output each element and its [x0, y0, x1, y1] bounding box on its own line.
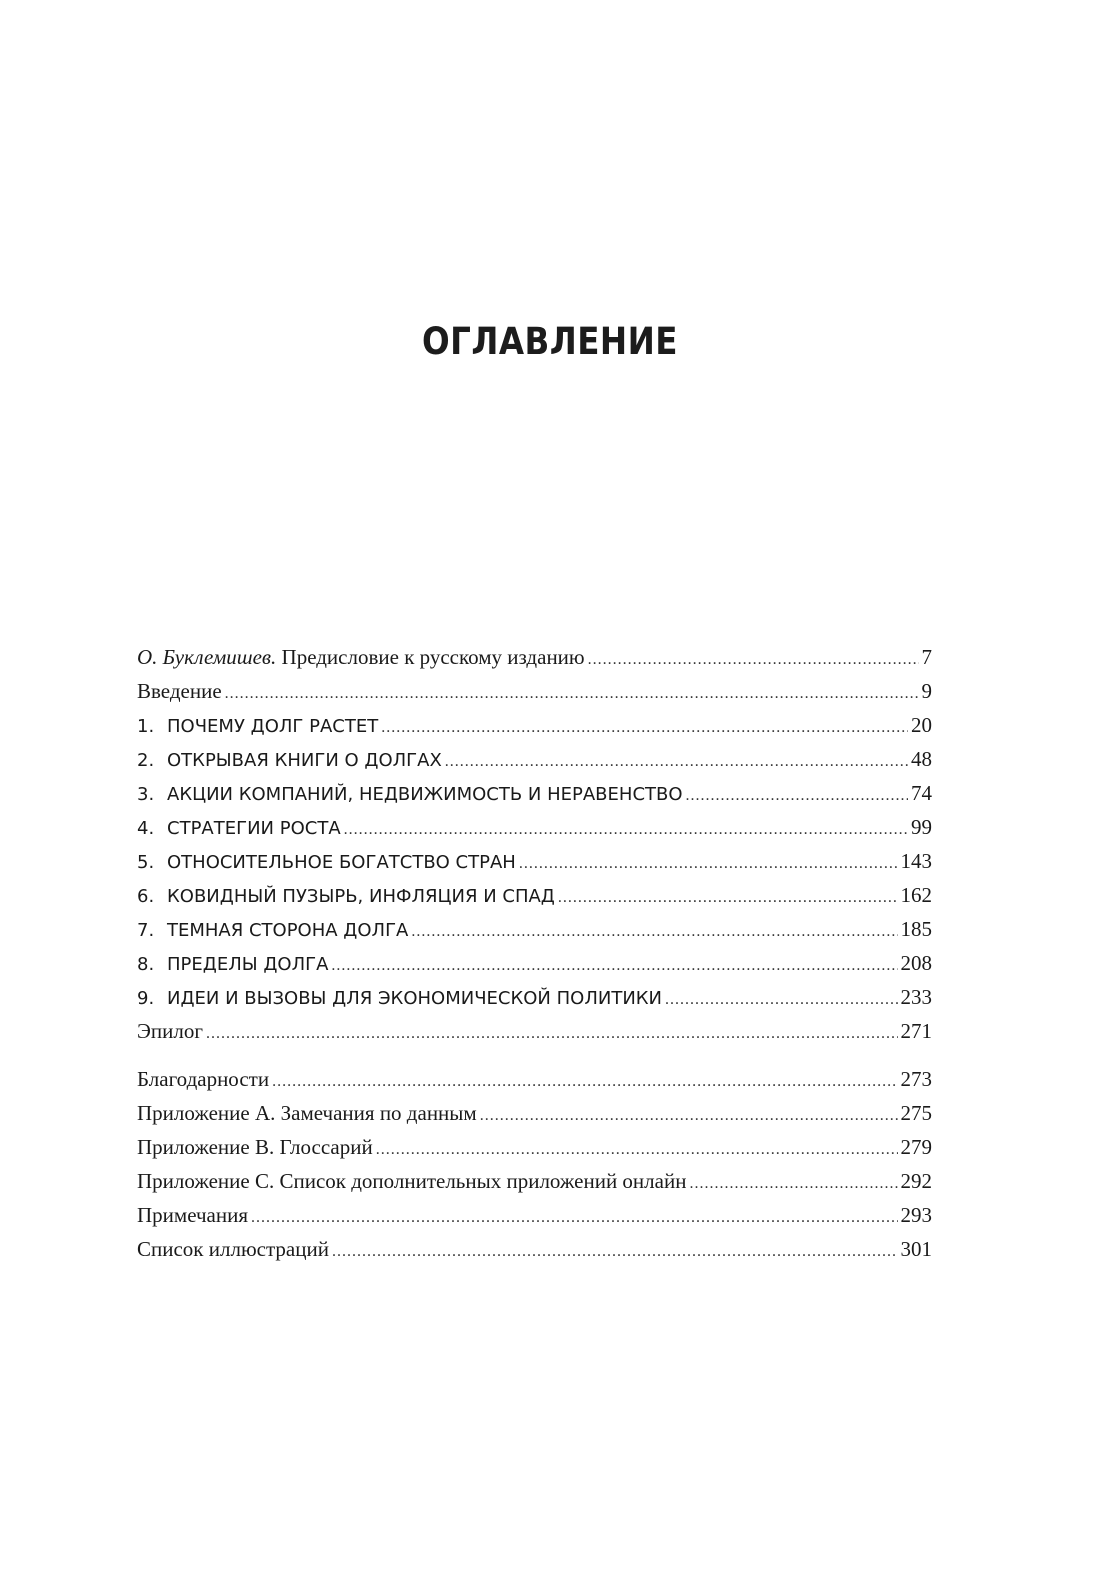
toc-entry-chapter-4[interactable] — [137, 810, 932, 844]
dot-leader — [558, 881, 898, 915]
toc-entry-page: 301 — [900, 1237, 932, 1261]
toc-entry-author: О. Буклемишев. — [137, 645, 277, 669]
toc-entry-page: 273 — [900, 1067, 932, 1091]
toc-entry-label — [137, 812, 341, 846]
toc-entry-label — [137, 880, 555, 914]
toc-entry-appendix-c[interactable] — [137, 1164, 932, 1198]
chapter-title: АКЦИИ КОМПАНИЙ, НЕДВИЖИМОСТЬ И НЕРАВЕНСТВО — [167, 784, 683, 805]
toc-entry-illustrations[interactable] — [137, 1232, 932, 1266]
toc-entry-chapter-7[interactable] — [137, 912, 932, 946]
toc-entry-label: Список иллюстраций — [137, 1237, 329, 1261]
toc-entry-page: 20 — [911, 713, 932, 737]
toc-entry-notes[interactable] — [137, 1198, 932, 1232]
toc-entry-page: 9 — [921, 679, 932, 703]
dot-leader — [445, 745, 908, 779]
chapter-title: СТРАТЕГИИ РОСТА — [167, 818, 341, 839]
dot-leader — [225, 677, 919, 711]
toc-entry-title: Предисловие к русскому изданию — [276, 645, 585, 669]
toc-entry-label: Примечания — [137, 1203, 249, 1227]
toc-entry-label: Приложение В. Глоссарий — [137, 1135, 373, 1159]
toc-entry-epilogue[interactable] — [137, 1014, 932, 1048]
toc-entry-label — [137, 640, 585, 674]
dot-leader — [480, 1099, 898, 1133]
toc-entry-chapter-8[interactable] — [137, 946, 932, 980]
toc-entry-appendix-a[interactable] — [137, 1096, 932, 1130]
toc-entry-label — [137, 982, 662, 1016]
toc-entry-label: Приложение А. Замечания по данным — [137, 1101, 477, 1125]
toc-entry-page: 143 — [900, 849, 932, 873]
page-title: ОГЛАВЛЕНИЕ — [422, 319, 678, 363]
toc-entry-page: 185 — [900, 917, 932, 941]
toc-entry-chapter-6[interactable] — [137, 878, 932, 912]
chapter-number: 8. — [137, 954, 155, 975]
dot-leader — [411, 915, 897, 949]
chapter-title: ОТНОСИТЕЛЬНОЕ БОГАТСТВО СТРАН — [167, 852, 516, 873]
dot-leader — [332, 1235, 898, 1269]
toc-entry-foreword[interactable] — [137, 640, 932, 674]
toc-entry-label: Введение — [137, 679, 222, 703]
dot-leader — [376, 1133, 898, 1167]
chapter-number: 3. — [137, 784, 155, 805]
chapter-title: ИДЕИ И ВЫЗОВЫ ДЛЯ ЭКОНОМИЧЕСКОЙ ПОЛИТИКИ — [167, 988, 663, 1009]
toc-entry-page: 7 — [921, 645, 932, 669]
toc-entry-label — [137, 914, 408, 948]
dot-leader — [206, 1017, 898, 1051]
toc-entry-page: 48 — [911, 747, 932, 771]
toc-entry-chapter-2[interactable] — [137, 742, 932, 776]
chapter-title: ОТКРЫВАЯ КНИГИ О ДОЛГАХ — [167, 750, 442, 771]
toc-entry-page: 208 — [900, 951, 932, 975]
toc-entry-acknowledgements[interactable] — [137, 1062, 932, 1096]
toc-entry-appendix-b[interactable] — [137, 1130, 932, 1164]
chapter-number: 7. — [137, 920, 155, 941]
toc-entry-label — [137, 948, 328, 982]
toc-entry-chapter-9[interactable] — [137, 980, 932, 1014]
toc-entry-label: Благодарности — [137, 1067, 270, 1091]
toc-entry-chapter-5[interactable] — [137, 844, 932, 878]
toc-entry-page: 233 — [900, 985, 932, 1009]
toc-entry-label — [137, 846, 516, 880]
toc-entry-page: 275 — [900, 1101, 932, 1125]
dot-leader — [686, 779, 908, 813]
toc-entry-page: 279 — [900, 1135, 932, 1159]
table-of-contents — [137, 640, 932, 1266]
toc-entry-intro[interactable] — [137, 674, 932, 708]
toc-entry-page: 292 — [900, 1169, 932, 1193]
toc-entry-page: 99 — [911, 815, 932, 839]
toc-entry-label: Приложение С. Список дополнительных приложений онлайн — [137, 1169, 687, 1193]
dot-leader — [331, 949, 897, 983]
toc-entry-page: 74 — [911, 781, 932, 805]
chapter-number: 2. — [137, 750, 155, 771]
toc-entry-chapter-1[interactable] — [137, 708, 932, 742]
toc-entry-page: 293 — [900, 1203, 932, 1227]
dot-leader — [381, 711, 908, 745]
chapter-number: 4. — [137, 818, 155, 839]
toc-entry-page: 271 — [900, 1019, 932, 1043]
chapter-number: 9. — [137, 988, 155, 1009]
toc-entry-label: Эпилог — [137, 1019, 203, 1043]
chapter-title: ТЕМНАЯ СТОРОНА ДОЛГА — [167, 920, 409, 941]
toc-entry-label — [137, 778, 683, 812]
dot-leader — [519, 847, 898, 881]
toc-entry-label — [137, 710, 378, 744]
dot-leader — [272, 1065, 897, 1099]
toc-entry-page: 162 — [900, 883, 932, 907]
chapter-title: КОВИДНЫЙ ПУЗЫРЬ, ИНФЛЯЦИЯ И СПАД — [167, 886, 555, 907]
chapter-number: 5. — [137, 852, 155, 873]
toc-entry-chapter-3[interactable] — [137, 776, 932, 810]
dot-leader — [344, 813, 908, 847]
dot-leader — [251, 1201, 897, 1235]
chapter-title: ПРЕДЕЛЫ ДОЛГА — [167, 954, 329, 975]
chapter-number: 1. — [137, 716, 155, 737]
dot-leader — [689, 1167, 897, 1201]
dot-leader — [588, 643, 919, 677]
dot-leader — [665, 983, 897, 1017]
chapter-title: ПОЧЕМУ ДОЛГ РАСТЕТ — [167, 716, 379, 737]
chapter-number: 6. — [137, 886, 155, 907]
toc-entry-label — [137, 744, 442, 778]
